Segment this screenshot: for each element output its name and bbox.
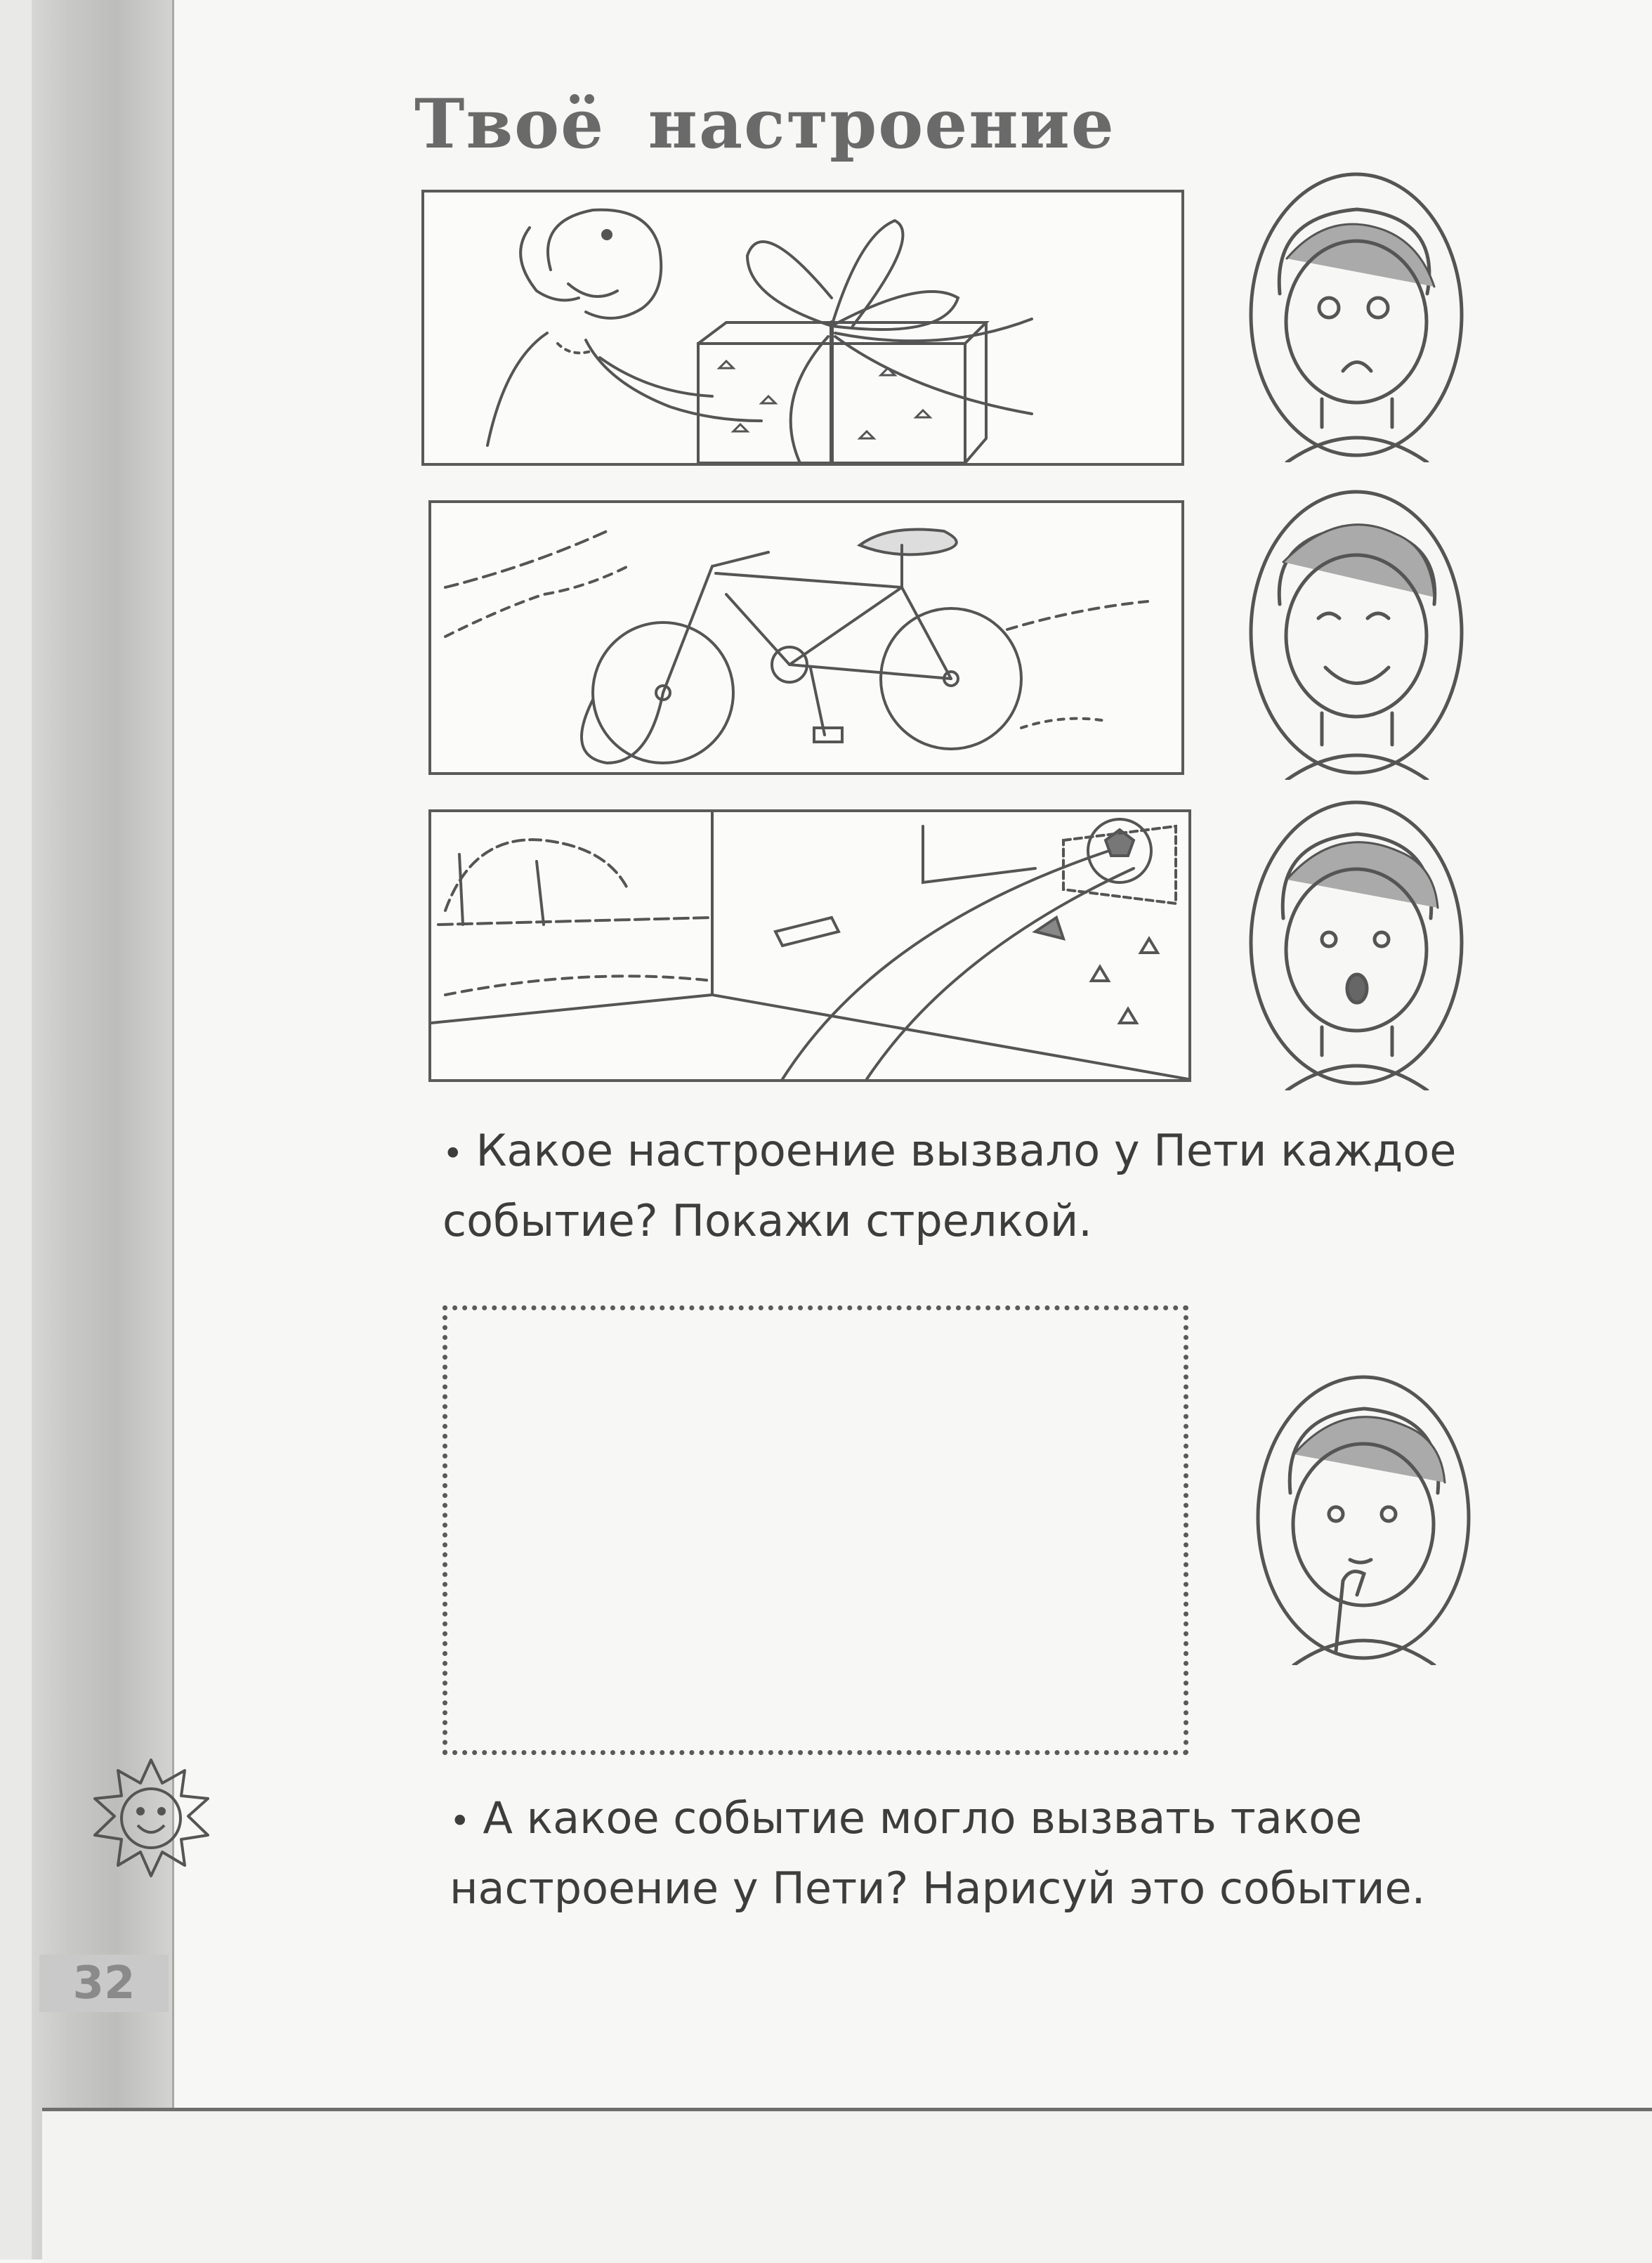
bullet: • [450,1801,471,1841]
question-1 [442,1117,1456,1254]
book-spine [32,0,172,2259]
sun-icon [90,1756,213,1879]
bullet: • [442,1133,464,1174]
page-edge [0,0,32,2259]
page-number: 32 [39,1955,169,2012]
question-2-line-1: А какое событие могло вызвать такое [483,1792,1363,1844]
thoughtful-face [1252,1370,1475,1665]
bicycle-scene [428,500,1184,775]
surprised-face [1245,795,1468,1090]
question-2 [450,1785,1425,1922]
drawing-area[interactable] [442,1305,1188,1755]
question-2-line-2: настроение у Пети? Нарисуй это событие. [450,1863,1426,1914]
gift-scene [421,190,1184,466]
question-1-line-2: событие? Покажи стрелкой. [442,1195,1092,1246]
page-bottom-edge [42,2108,1652,2263]
page-title: Твоё настроение [414,84,1115,164]
broken-window-scene [428,809,1191,1082]
sad-face [1245,167,1468,462]
question-1-line-1: Какое настроение вызвало у Пети каждое [476,1125,1457,1176]
happy-face [1245,485,1468,780]
